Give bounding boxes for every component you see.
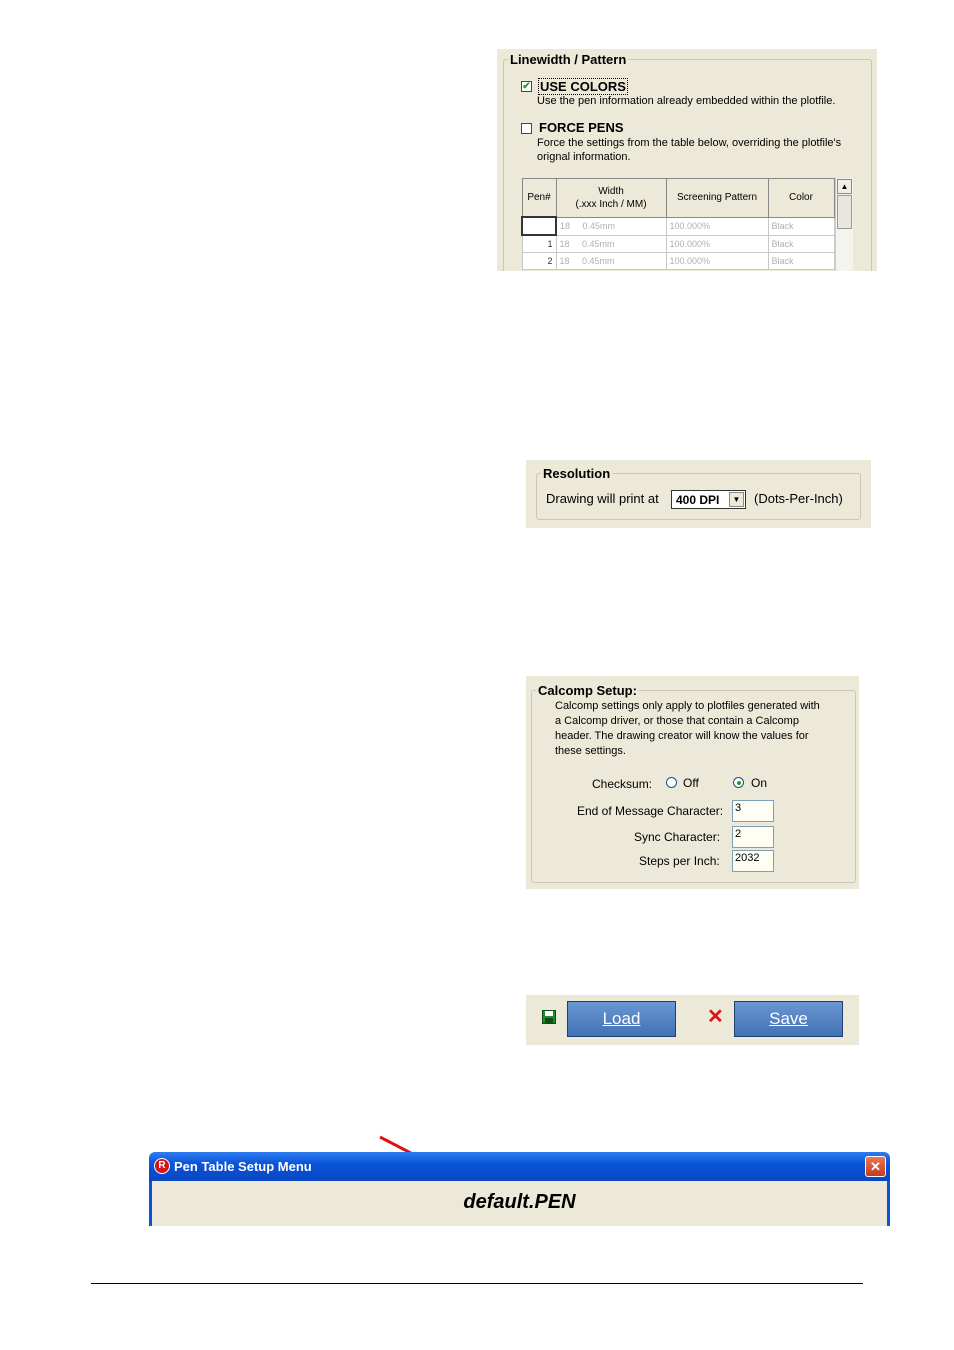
- width-inch-value: 18: [560, 221, 571, 231]
- resolution-panel: [526, 460, 871, 528]
- save-disk-icon: [542, 1010, 556, 1024]
- calcomp-description-line4: these settings.: [555, 745, 626, 757]
- resolution-prefix: Drawing will print at: [546, 491, 659, 506]
- checksum-label: Checksum:: [592, 777, 653, 791]
- app-logo-letter: R: [158, 1160, 166, 1171]
- width-inch-value: 18: [559, 256, 570, 266]
- checksum-on-radio[interactable]: [733, 777, 744, 788]
- color-column-header[interactable]: Color: [768, 179, 834, 218]
- pen-number-cell[interactable]: 2: [522, 253, 556, 270]
- dpi-selected-value: 400 DPI: [676, 493, 720, 507]
- screening-cell[interactable]: 100.000%: [666, 217, 768, 235]
- pen-table[interactable]: [521, 178, 835, 270]
- calcomp-description-line1: Calcomp settings only apply to plotfiles generated with: [555, 700, 820, 712]
- arrow-up-icon: ▲: [840, 182, 849, 191]
- table-scrollbar[interactable]: [835, 178, 853, 271]
- scroll-up-button[interactable]: [837, 179, 852, 194]
- width-column-header[interactable]: [556, 179, 666, 218]
- force-pens-label[interactable]: FORCE PENS: [539, 120, 624, 135]
- screening-cell[interactable]: 100.000%: [666, 235, 768, 253]
- width-cell[interactable]: [556, 217, 666, 235]
- radio-selected-dot: [737, 781, 741, 785]
- load-button-label: Load: [602, 1009, 641, 1028]
- save-button-label: Save: [769, 1009, 808, 1028]
- checksum-off-radio[interactable]: [666, 777, 677, 788]
- steps-input[interactable]: 2032: [732, 850, 774, 872]
- close-button[interactable]: [865, 1156, 886, 1177]
- width-header-line1: Width: [598, 185, 624, 197]
- buttons-panel: [526, 995, 859, 1045]
- pen-table-container: [521, 178, 853, 271]
- pen-filename: default.PEN: [463, 1191, 576, 1213]
- resolution-suffix: (Dots-Per-Inch): [754, 491, 843, 506]
- resolution-legend: Resolution: [543, 466, 611, 481]
- eom-input[interactable]: 3: [732, 800, 774, 822]
- force-pens-checkbox[interactable]: [521, 123, 532, 134]
- dropdown-arrow-icon[interactable]: ▼: [729, 492, 744, 507]
- save-button[interactable]: [734, 1001, 843, 1037]
- eom-label: End of Message Character:: [577, 804, 724, 818]
- checksum-on-label[interactable]: On: [751, 776, 768, 790]
- table-row[interactable]: [522, 235, 834, 253]
- calcomp-description-line3: header. The drawing creator will know the values for: [555, 730, 809, 742]
- calcomp-description-line2: a Calcomp driver, or those that contain a Calcomp: [555, 715, 799, 727]
- color-cell[interactable]: Black: [768, 235, 834, 253]
- screening-column-header[interactable]: Screening Pattern: [666, 179, 768, 218]
- width-inch-value: 18: [559, 238, 570, 249]
- linewidth-pattern-panel: [497, 49, 877, 271]
- width-header-line2: (.xxx Inch / MM): [575, 198, 647, 210]
- pen-table-window: [149, 1152, 890, 1226]
- screening-cell[interactable]: 100.000%: [666, 253, 768, 270]
- pen-column-header[interactable]: Pen#: [522, 179, 556, 218]
- width-mm-value: 0.45mm: [582, 238, 615, 249]
- use-colors-checkbox[interactable]: ✔: [522, 81, 531, 92]
- footer-divider: [91, 1283, 863, 1284]
- width-mm-value: 0.45mm: [582, 221, 616, 231]
- pen-number-cell[interactable]: 0: [522, 217, 556, 235]
- table-row[interactable]: [522, 217, 834, 235]
- sync-label: Sync Character:: [634, 830, 721, 844]
- force-pens-description-line2: orignal information.: [537, 151, 631, 163]
- calcomp-setup-panel: [526, 676, 859, 889]
- table-row[interactable]: [522, 253, 834, 270]
- sync-input[interactable]: 2: [732, 826, 774, 848]
- linewidth-pattern-legend: Linewidth / Pattern: [510, 52, 627, 67]
- force-pens-description-line1: Force the settings from the table below, overriding the plotfile's: [537, 137, 842, 149]
- window-title: Pen Table Setup Menu: [174, 1159, 312, 1174]
- use-colors-description: Use the pen information already embedded within the plotfile.: [537, 95, 836, 107]
- color-cell[interactable]: Black: [768, 217, 834, 235]
- app-logo-icon: [154, 1158, 170, 1174]
- width-mm-value: 0.45mm: [582, 256, 615, 266]
- dpi-dropdown[interactable]: [671, 490, 746, 509]
- red-x-icon: ✕: [707, 1006, 724, 1028]
- window-body: [149, 1181, 890, 1226]
- close-icon: ✕: [870, 1159, 881, 1174]
- pen-number-cell[interactable]: 1: [522, 235, 556, 253]
- steps-label: Steps per Inch:: [639, 854, 720, 868]
- checksum-off-label[interactable]: Off: [683, 776, 699, 790]
- color-cell[interactable]: Black: [768, 253, 834, 270]
- width-cell[interactable]: [556, 253, 666, 270]
- scrollbar-thumb[interactable]: [837, 195, 852, 229]
- calcomp-setup-legend: Calcomp Setup:: [538, 683, 637, 698]
- window-titlebar[interactable]: [149, 1152, 890, 1181]
- use-colors-label[interactable]: USE COLORS: [540, 79, 626, 94]
- width-cell[interactable]: [556, 235, 666, 253]
- load-button[interactable]: [567, 1001, 676, 1037]
